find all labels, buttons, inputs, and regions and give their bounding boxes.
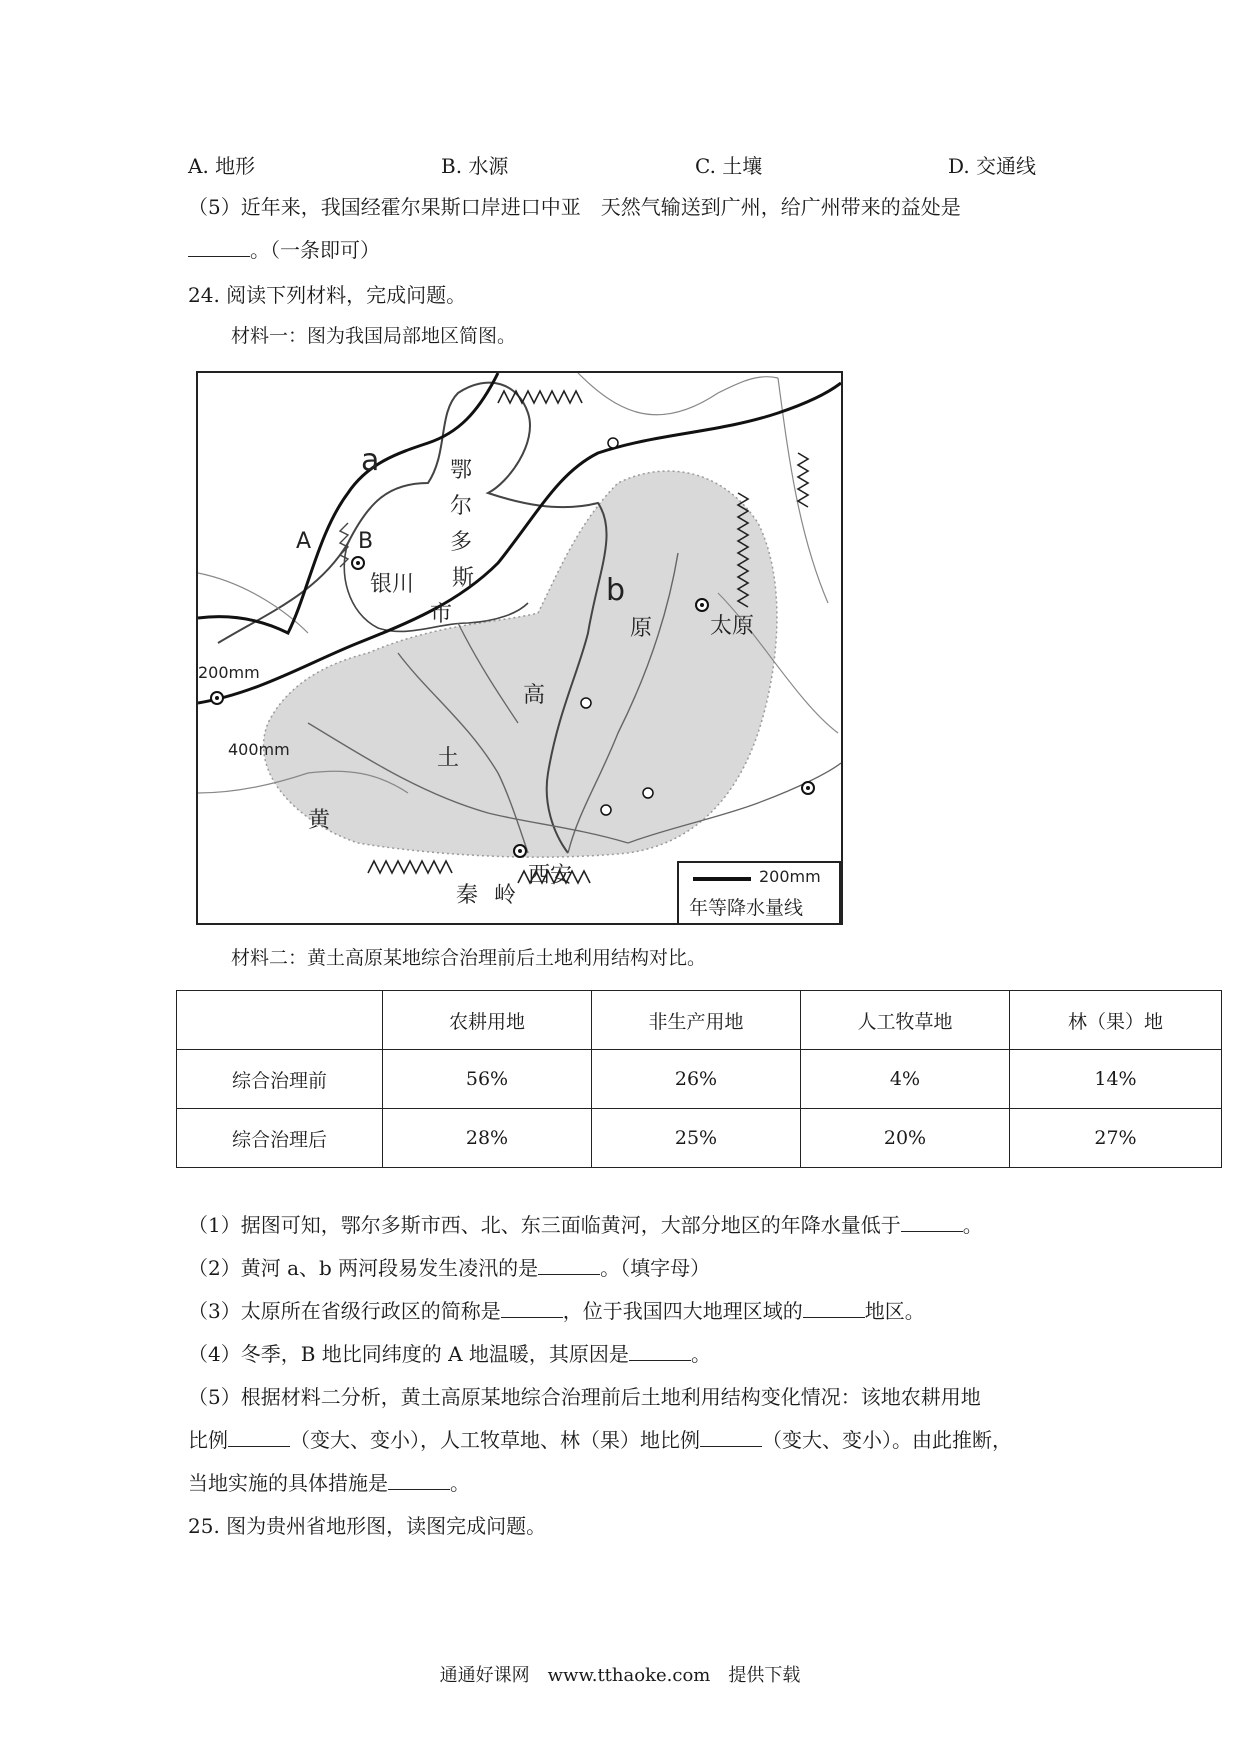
option-b: B. 水源 bbox=[441, 154, 509, 178]
q23-5-line1: （5）近年来，我国经霍尔果斯口岸进口中亚 天然气输送到广州，给广州带来的益处是 bbox=[188, 195, 961, 219]
label-yinchuan: 银川 bbox=[370, 572, 415, 597]
option-d: D. 交通线 bbox=[948, 154, 1037, 178]
answer-blank[interactable] bbox=[803, 1297, 865, 1318]
q25-title: 25. 图为贵州省地形图，读图完成问题。 bbox=[188, 1514, 547, 1538]
table-header-cell bbox=[177, 991, 383, 1050]
label-B: B bbox=[358, 529, 374, 554]
table-header-cell: 林（果）地 bbox=[1010, 991, 1222, 1050]
table-header-cell: 非生产用地 bbox=[592, 991, 801, 1050]
answer-blank[interactable] bbox=[188, 236, 250, 257]
table-cell: 20% bbox=[801, 1109, 1010, 1168]
table-cell: 56% bbox=[383, 1050, 592, 1109]
label-ling: 岭 bbox=[494, 883, 517, 908]
answer-blank[interactable] bbox=[538, 1254, 600, 1275]
table-cell: 28% bbox=[383, 1109, 592, 1168]
table-cell: 26% bbox=[592, 1050, 801, 1109]
label-gao: 高 bbox=[523, 683, 546, 708]
answer-blank[interactable] bbox=[629, 1340, 691, 1361]
question-2: （2）黄河 a、b 两河段易发生凌汛的是 。（填字母） bbox=[188, 1256, 711, 1280]
legend-line bbox=[693, 877, 751, 881]
table-cell: 综合治理前 bbox=[177, 1050, 383, 1109]
material1-caption: 材料一：图为我国局部地区简图。 bbox=[231, 325, 517, 347]
question-4: （4）冬季，B 地比同纬度的 A 地温暖，其原因是 。 bbox=[188, 1342, 711, 1366]
answer-blank[interactable] bbox=[700, 1426, 762, 1447]
option-c: C. 土壤 bbox=[695, 154, 763, 178]
label-e1: 鄂 bbox=[450, 458, 473, 483]
label-tu: 土 bbox=[437, 746, 460, 771]
label-qin: 秦 bbox=[456, 883, 479, 908]
material2-caption: 材料二：黄土高原某地综合治理前后土地利用结构对比。 bbox=[231, 947, 707, 969]
map-legend bbox=[677, 861, 841, 925]
answer-blank[interactable] bbox=[228, 1426, 290, 1447]
table-cell: 25% bbox=[592, 1109, 801, 1168]
label-iso400: 400mm bbox=[228, 740, 290, 759]
table-row bbox=[177, 1050, 1222, 1109]
question-3: （3）太原所在省级行政区的简称是 ，位于我国四大地理区域的 地区。 bbox=[188, 1299, 925, 1323]
q24-title: 24. 阅读下列材料，完成问题。 bbox=[188, 283, 467, 307]
footer: 通通好课网 www.tthaoke.com 提供下载 bbox=[439, 1665, 801, 1686]
loess-plateau-map bbox=[196, 371, 843, 925]
question-5-line2: 比例 （变大、变小），人工牧草地、林（果）地比例 （变大、变小）。由此推断， bbox=[188, 1428, 1012, 1452]
answer-blank[interactable] bbox=[901, 1211, 963, 1232]
label-iso200: 200mm bbox=[198, 663, 260, 682]
legend-value: 200mm bbox=[759, 867, 821, 886]
label-e5: 市 bbox=[430, 602, 453, 627]
label-huang: 黄 bbox=[308, 808, 331, 833]
label-e2: 尔 bbox=[450, 494, 473, 519]
label-e4: 斯 bbox=[452, 566, 475, 591]
land-use-table bbox=[176, 990, 1222, 1168]
question-5-line3: 当地实施的具体措施是 。 bbox=[188, 1471, 470, 1495]
option-a: A. 地形 bbox=[188, 154, 256, 178]
table-header-row bbox=[177, 991, 1222, 1050]
answer-blank[interactable] bbox=[501, 1297, 563, 1318]
label-b: b bbox=[606, 573, 626, 608]
label-A: A bbox=[296, 529, 312, 554]
table-cell: 4% bbox=[801, 1050, 1010, 1109]
question-5-line1: （5）根据材料二分析，黄土高原某地综合治理前后土地利用结构变化情况：该地农耕用地 bbox=[188, 1385, 981, 1409]
table-cell: 综合治理后 bbox=[177, 1109, 383, 1168]
table-header-cell: 农耕用地 bbox=[383, 991, 592, 1050]
table-row bbox=[177, 1109, 1222, 1168]
legend-label: 年等降水量线 bbox=[689, 897, 804, 919]
label-e3: 多 bbox=[450, 530, 473, 555]
answer-blank[interactable] bbox=[388, 1469, 450, 1490]
label-a: a bbox=[361, 443, 380, 478]
table-header-cell: 人工牧草地 bbox=[801, 991, 1010, 1050]
question-1: （1）据图可知，鄂尔多斯市西、北、东三面临黄河，大部分地区的年降水量低于 。 bbox=[188, 1213, 983, 1237]
table-cell: 27% bbox=[1010, 1109, 1222, 1168]
label-yuan: 原 bbox=[630, 616, 653, 641]
label-xian: 西安 bbox=[528, 863, 573, 888]
table-cell: 14% bbox=[1010, 1050, 1222, 1109]
label-taiyuan: 太原 bbox=[710, 614, 755, 639]
q23-5-line2: 。（一条即可） bbox=[188, 236, 380, 264]
